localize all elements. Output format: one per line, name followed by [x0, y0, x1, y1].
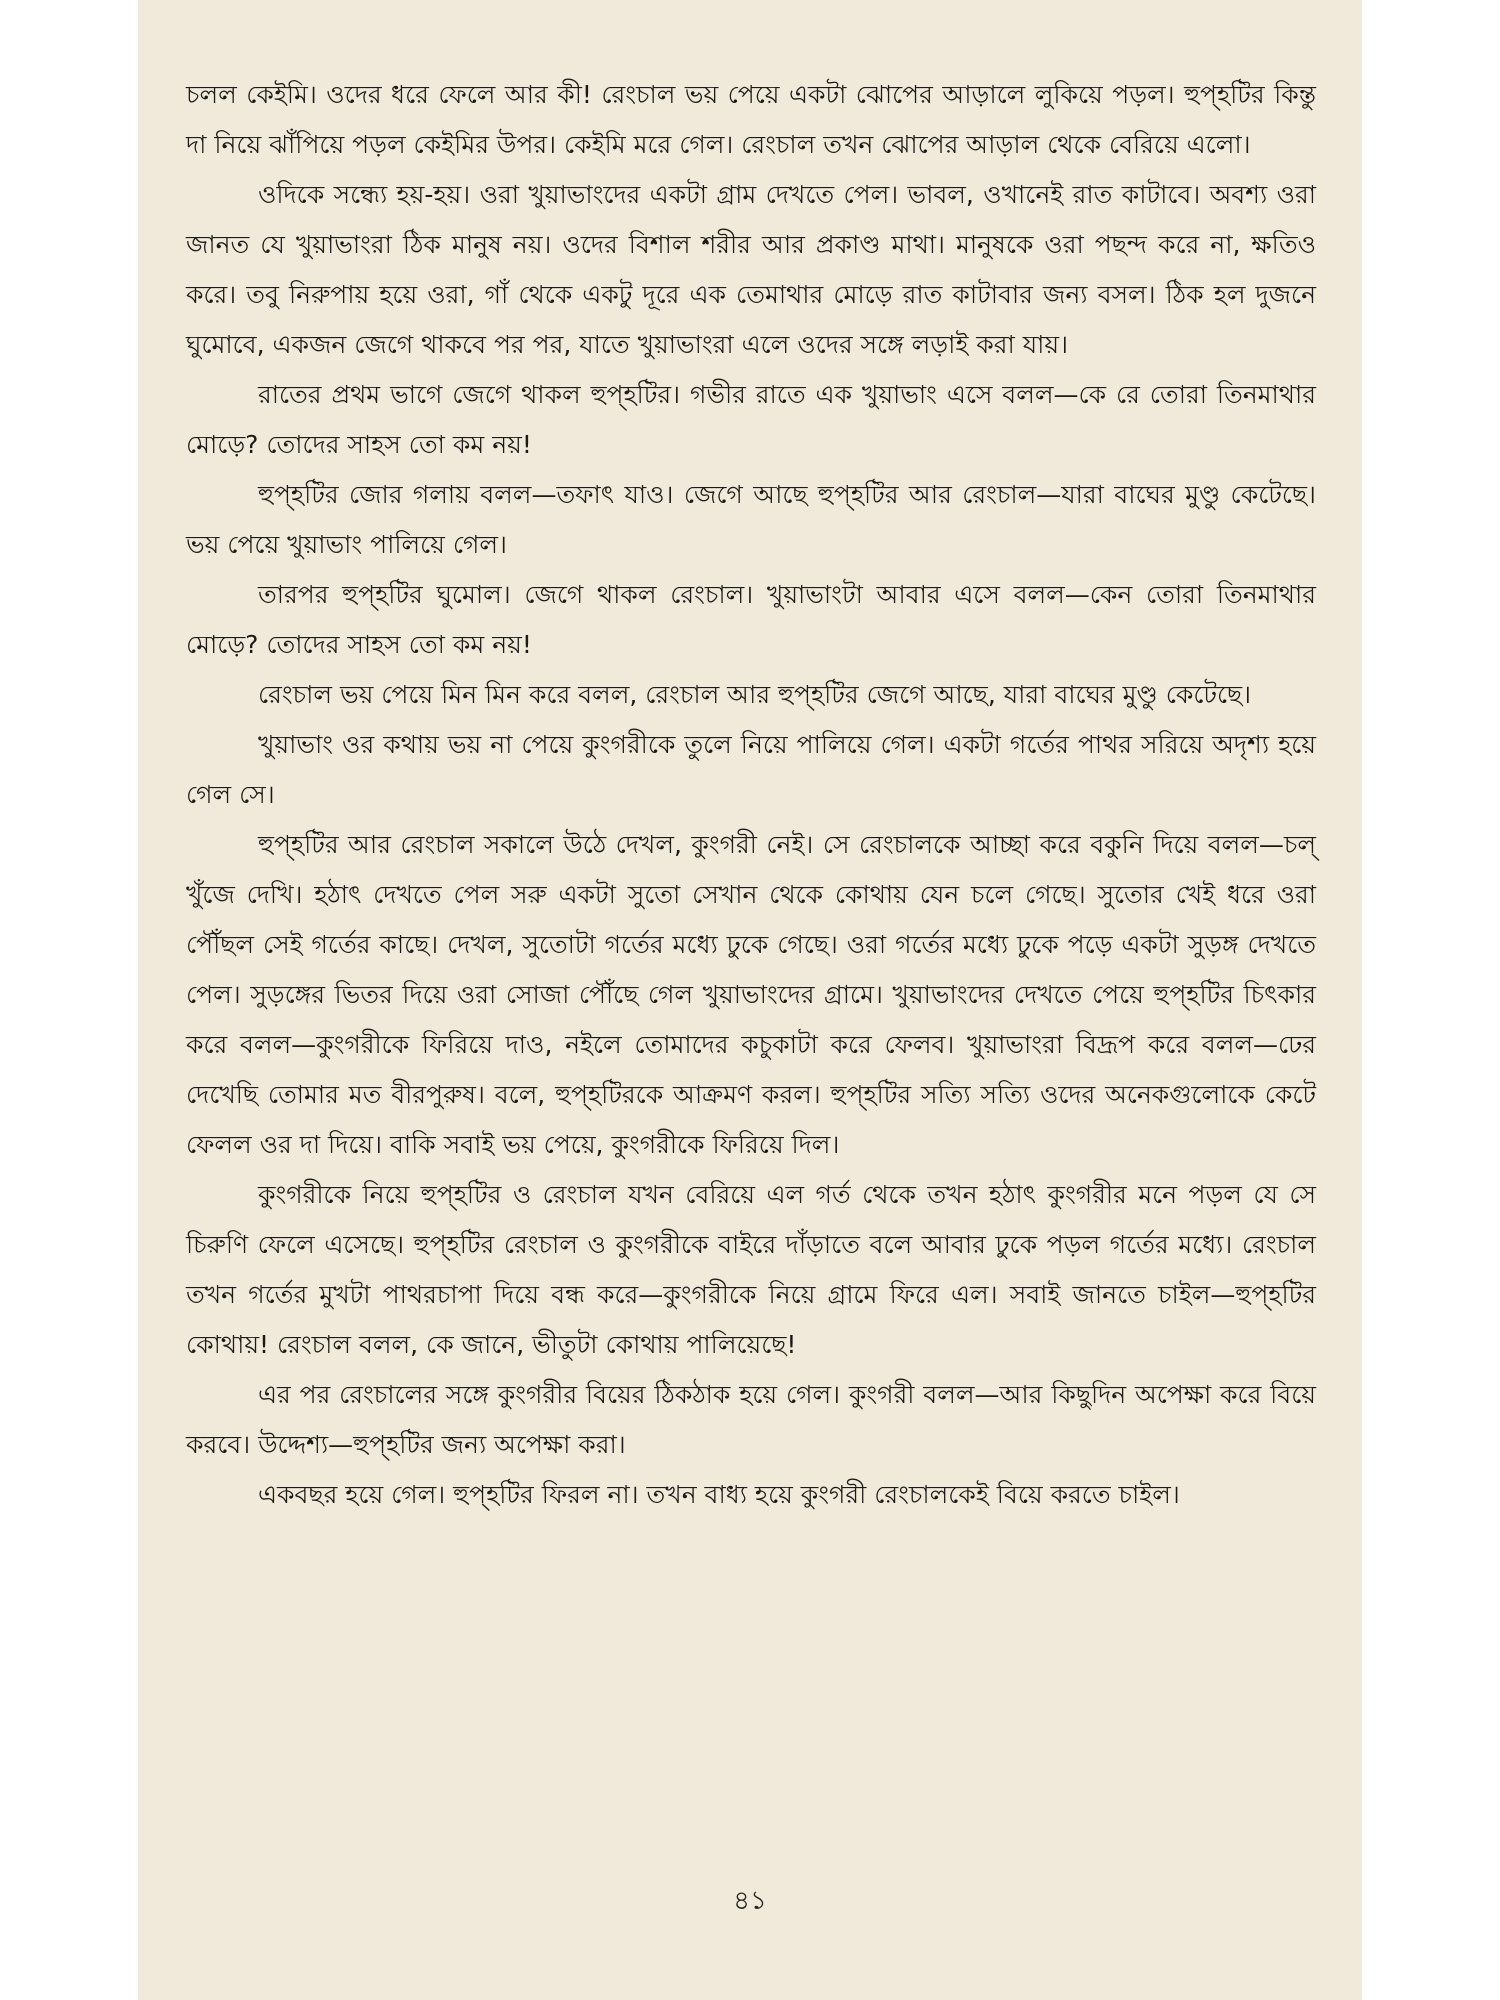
body-text: [186, 70, 1316, 1520]
paragraph-2: ওদিকে সন্ধ্যে হয়-হয়। ওরা খুয়াভাংদের একটা গ্রাম দেখতে পেল। ভাবল, ওখানেই রাত কাটাবে। অবশ্য ওরা জানত যে খুয়াভাংরা ঠিক মানুষ নয়। ওদের বিশাল শরীর আর প্রকাণ্ড মাথা। মানুষকে ওরা পছন্দ করে না, ক্ষতিও করে। তবু নিরুপায় হয়ে ওরা, গাঁ থেকে একটু দূরে এক তেমাথার মোড়ে রাত কাটাবার জন্য বসল। ঠিক হল দুজনে ঘুমোবে, একজন জেগে থাকবে পর পর, যাতে খুয়াভাংরা এলে ওদের সঙ্গে লড়াই করা যায়।: [186, 180, 1316, 359]
paragraph-4: হুপ্‌হটির জোর গলায় বলল—তফাৎ যাও। জেগে আছে হুপ্‌হটির আর রেংচাল—যারা বাঘের মুণ্ডু কেটেছে। ভয় পেয়ে খুয়াভাং পালিয়ে গেল।: [186, 480, 1316, 559]
paragraph-8: হুপ্‌হটির আর রেংচাল সকালে উঠে দেখল, কুংগরী নেই। সে রেংচালকে আচ্ছা করে বকুনি দিয়ে বলল—চল্ খুঁজে দেখি। হঠাৎ দেখতে পেল সরু একটা সুতো সেখান থেকে কোথায় যেন চলে গেছে। সুতোর খেই ধরে ওরা পৌঁছল সেই গর্তের কাছে। দেখল, সুতোটা গর্তের মধ্যে ঢুকে গেছে। ওরা গর্তের মধ্যে ঢুকে পড়ে একটা সুড়ঙ্গ দেখতে পেল। সুড়ঙ্গের ভিতর দিয়ে ওরা সোজা পৌঁছে গেল খুয়াভাংদের গ্রামে। খুয়াভাংদের দেখতে পেয়ে হুপ্‌হটির চিৎকার করে বলল—কুংগরীকে ফিরিয়ে দাও, নইলে তোমাদের কচুকাটা করে ফেলব। খুয়াভাংরা বিদ্রূপ করে বলল—ঢের দেখেছি তোমার মত বীরপুরুষ। বলে, হুপ্‌হটিরকে আক্রমণ করল। হুপ্‌হটির সত্যি সত্যি ওদের অনেকগুলোকে কেটে ফেলল ওর দা দিয়ে। বাকি সবাই ভয় পেয়ে, কুংগরীকে ফিরিয়ে দিল।: [186, 830, 1316, 1159]
book-page: [138, 0, 1362, 2000]
paragraph-9: কুংগরীকে নিয়ে হুপ্‌হটির ও রেংচাল যখন বেরিয়ে এল গর্ত থেকে তখন হঠাৎ কুংগরীর মনে পড়ল যে সে চিরুণি ফেলে এসেছে। হুপ্‌হটির রেংচাল ও কুংগরীকে বাইরে দাঁড়াতে বলে আবার ঢুকে পড়ল গর্তের মধ্যে। রেংচাল তখন গর্তের মুখটা পাথরচাপা দিয়ে বন্ধ করে—কুংগরীকে নিয়ে গ্রামে ফিরে এল। সবাই জানতে চাইল—হুপ্‌হটির কোথায়! রেংচাল বলল, কে জানে, ভীতুটা কোথায় পালিয়েছে!: [186, 1180, 1316, 1359]
paragraph-11: একবছর হয়ে গেল। হুপ্‌হটির ফিরল না। তখন বাধ্য হয়ে কুংগরী রেংচালকেই বিয়ে করতে চাইল।: [258, 1480, 1180, 1509]
paragraph-7: খুয়াভাং ওর কথায় ভয় না পেয়ে কুংগরীকে তুলে নিয়ে পালিয়ে গেল। একটা গর্তের পাথর সরিয়ে অদৃশ্য হয়ে গেল সে।: [186, 730, 1316, 809]
page-number: ৪১: [733, 1886, 767, 1916]
paragraph-5: তারপর হুপ্‌হটির ঘুমোল। জেগে থাকল রেংচাল। খুয়াভাংটা আবার এসে বলল—কেন তোরা তিনমাথার মোড়ে? তোদের সাহস তো কম নয়!: [186, 580, 1316, 659]
paragraph-10: এর পর রেংচালের সঙ্গে কুংগরীর বিয়ের ঠিকঠাক হয়ে গেল। কুংগরী বলল—আর কিছুদিন অপেক্ষা করে বিয়ে করবে। উদ্দেশ্য—হুপ্‌হটির জন্য অপেক্ষা করা।: [186, 1380, 1316, 1459]
paragraph-6: রেংচাল ভয় পেয়ে মিন মিন করে বলল, রেংচাল আর হুপ্‌হটির জেগে আছে, যারা বাঘের মুণ্ডু কেটেছে।: [258, 680, 1252, 709]
paragraph-3: রাতের প্রথম ভাগে জেগে থাকল হুপ্‌হটির। গভীর রাতে এক খুয়াভাং এসে বলল—কে রে তোরা তিনমাথার মোড়ে? তোদের সাহস তো কম নয়!: [186, 380, 1316, 459]
paragraph-1: চলল কেইমি। ওদের ধরে ফেলে আর কী! রেংচাল ভয় পেয়ে একটা ঝোপের আড়ালে লুকিয়ে পড়ল। হুপ্‌হটির কিন্তু দা নিয়ে ঝাঁপিয়ে পড়ল কেইমির উপর। কেইমি মরে গেল। রেংচাল তখন ঝোপের আড়াল থেকে বেরিয়ে এলো।: [186, 80, 1316, 159]
